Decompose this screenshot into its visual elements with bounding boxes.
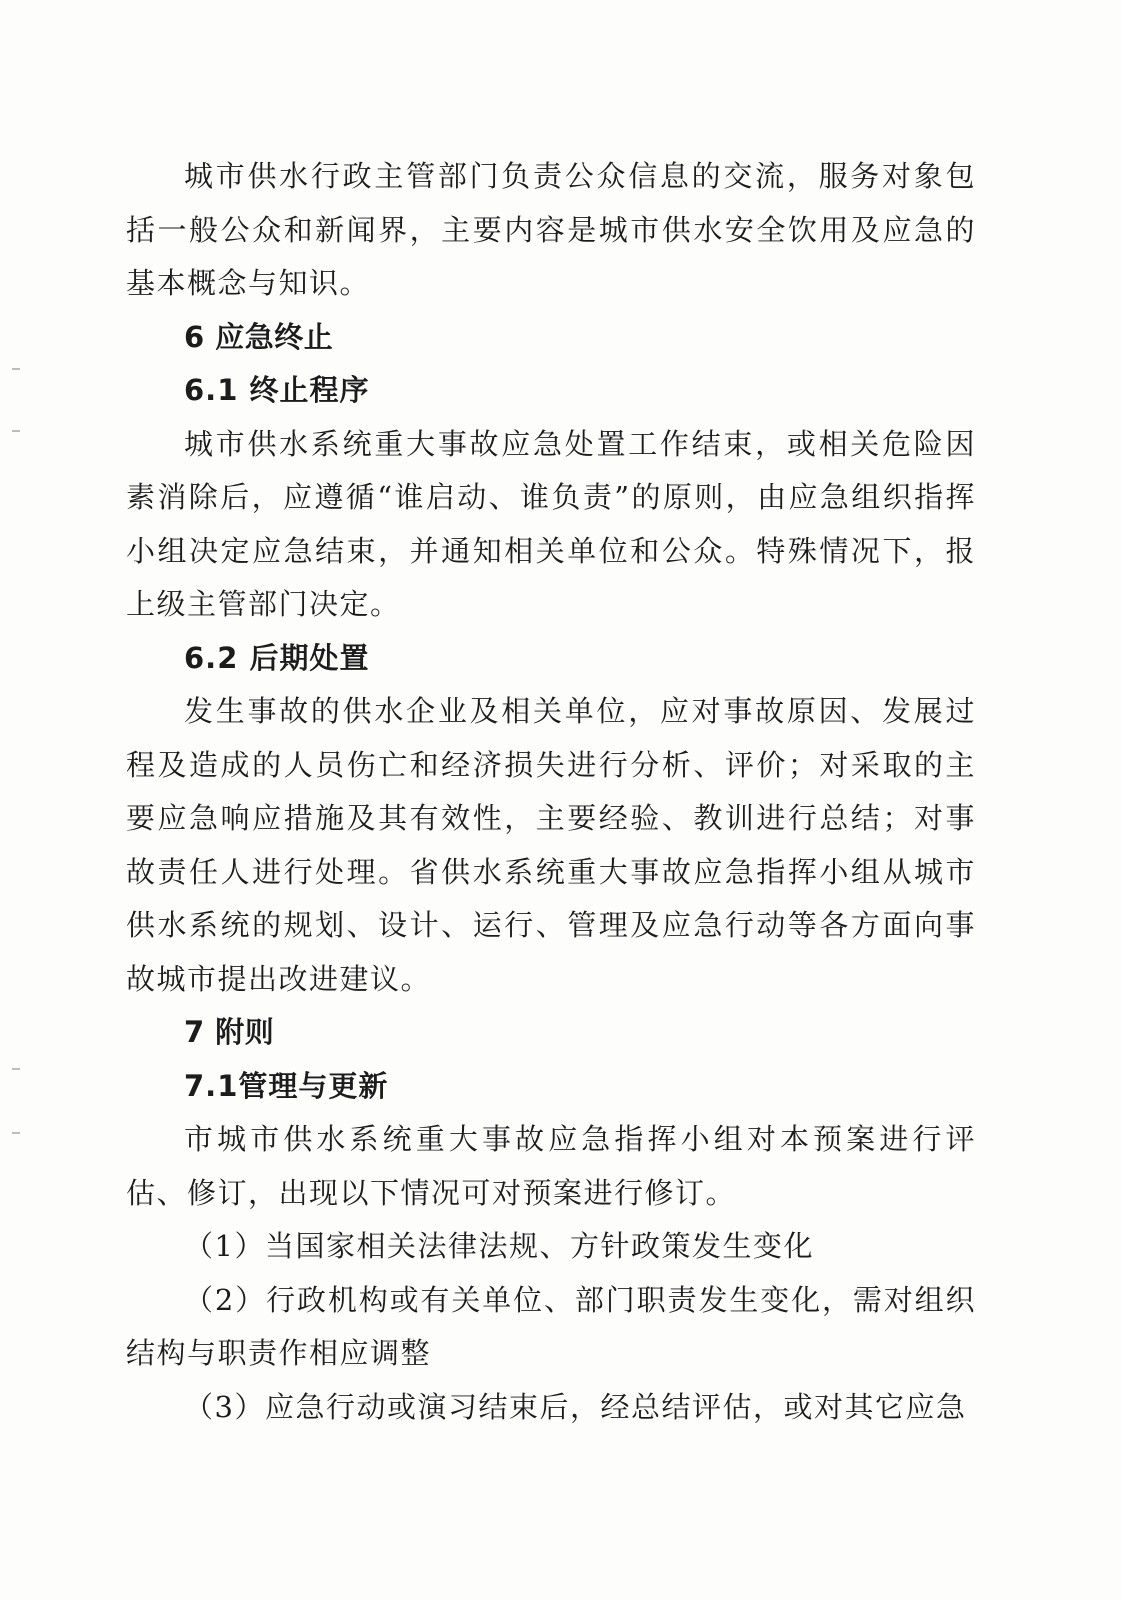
- section-7-1-heading: 7.1管理与更新: [184, 1068, 389, 1103]
- margin-mark: [12, 1068, 20, 1070]
- intro-paragraph: 城市供水行政主管部门负责公众信息的交流，服务对象包括一般公众和新闻界，主要内容是城市供水安全饮用及应急的基本概念与知识。: [126, 159, 976, 300]
- list-item: （3）应急行动或演习结束后，经总结评估，或对其它应急: [184, 1389, 967, 1424]
- list-item: （1）当国家相关法律法规、方针政策发生变化: [184, 1229, 814, 1263]
- section-6-1-paragraph: 城市供水系统重大事故应急处置工作结束，或相关危险因素消除后，应遵循“谁启动、谁负责”的原则，由应急组织指挥小组决定应急结束，并通知相关单位和公众。特殊情况下，报上级主管部门决定。: [126, 426, 976, 621]
- margin-mark: [12, 430, 20, 432]
- section-6-2-heading: 6.2 后期处置: [184, 640, 370, 675]
- margin-mark: [12, 1132, 20, 1134]
- section-6-heading: 6 应急终止: [184, 319, 334, 354]
- section-6-1-heading: 6.1 终止程序: [184, 373, 370, 407]
- list-item: （2）行政机构或有关单位、部门职责发生变化，需对组织结构与职责作相应调整: [126, 1282, 976, 1370]
- document-body: [126, 150, 976, 1434]
- section-7-heading: 7 附则: [184, 1015, 275, 1049]
- section-7-1-paragraph: 市城市供水系统重大事故应急指挥小组对本预案进行评估、修订，出现以下情况可对预案进行修订。: [126, 1122, 976, 1210]
- margin-mark: [12, 368, 20, 370]
- section-6-2-paragraph: 发生事故的供水企业及相关单位，应对事故原因、发展过程及造成的人员伤亡和经济损失进行分析、评价；对采取的主要应急响应措施及其有效性，主要经验、教训进行总结；对事故责任人进行处理。省供水系统重大事故应急指挥小组从城市供水系统的规划、设计、运行、管理及应急行动等各方面向事故城市提出改进建议。: [126, 694, 976, 996]
